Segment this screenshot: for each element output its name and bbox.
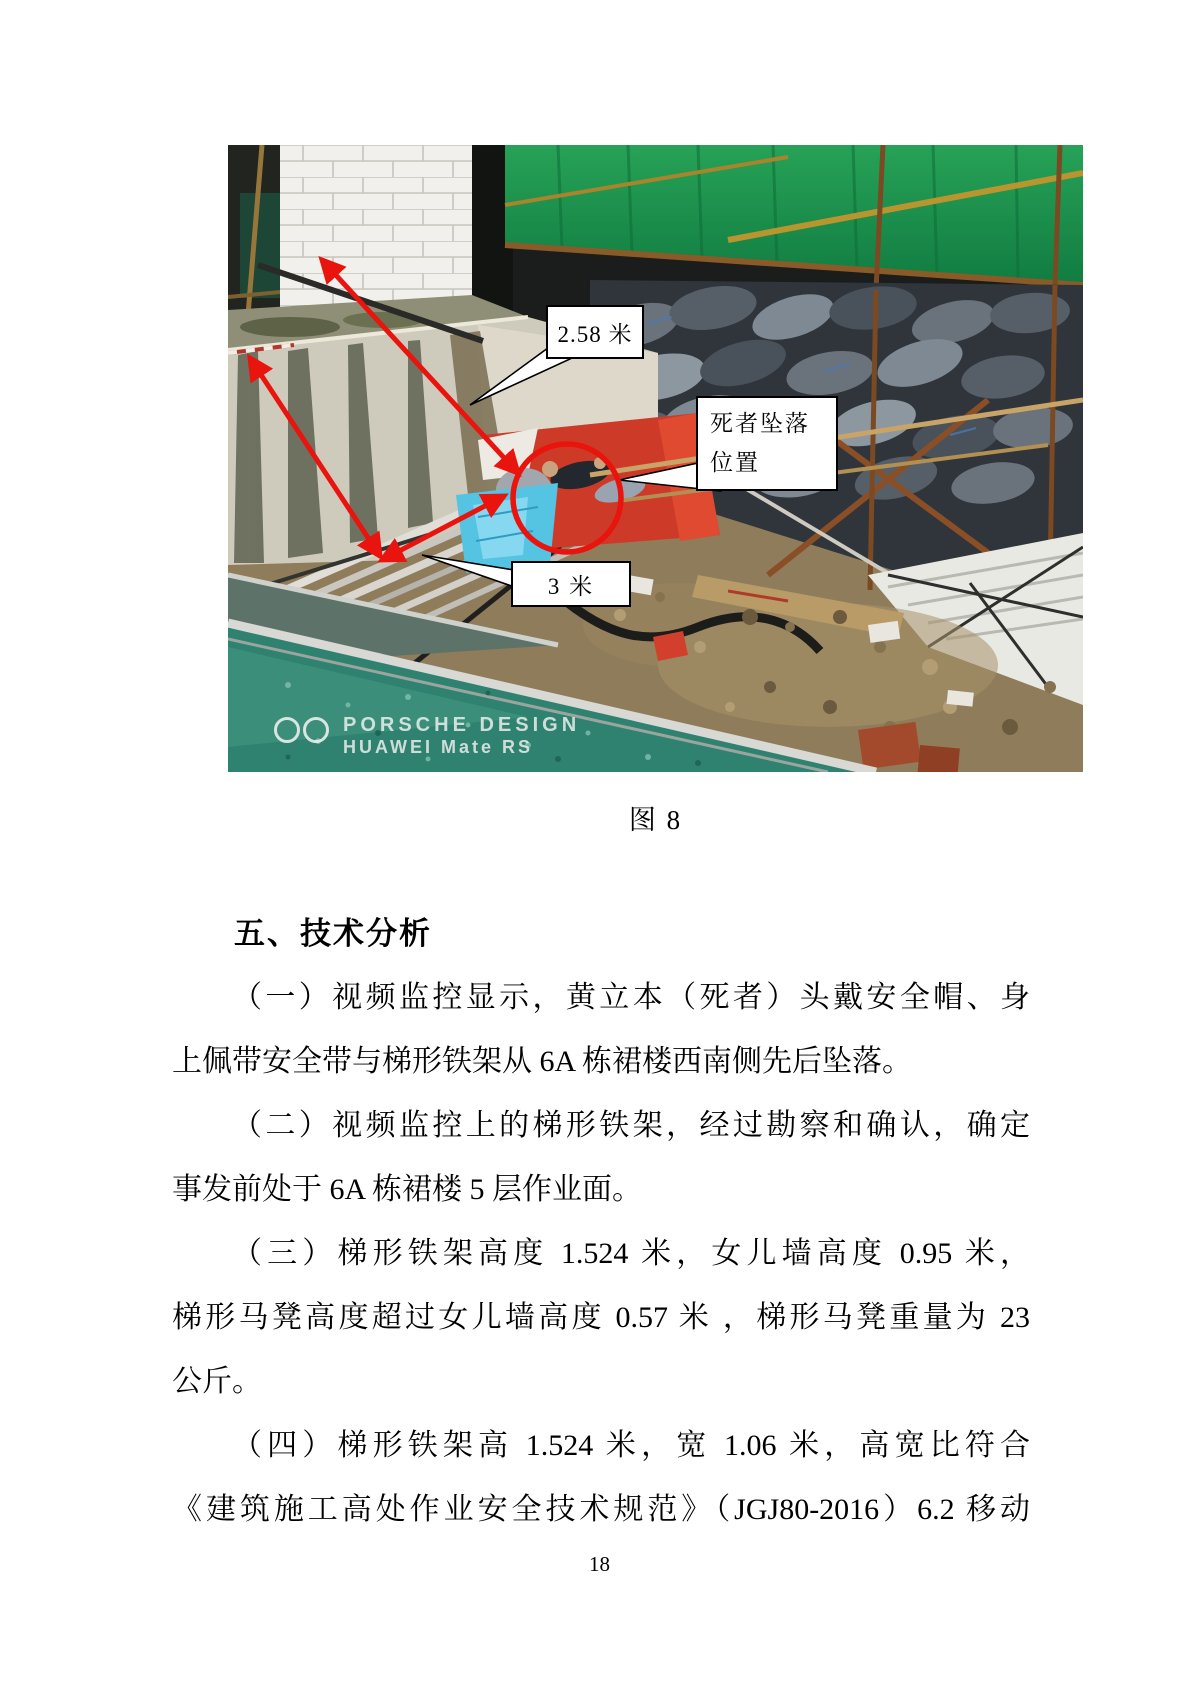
section-heading: 五、技术分析	[234, 916, 432, 951]
porsche-design-logo-icon	[274, 717, 329, 743]
accident-photo-figure	[228, 145, 1083, 837]
watermark-device-text: HUAWEI Mate RS	[343, 737, 534, 757]
document-body	[172, 902, 1030, 1542]
measurement-callout-3m: 3 米	[511, 561, 631, 607]
body-line: 《建筑施工高处作业安全技术规范》（JGJ80-2016）6.2 移动	[172, 1493, 1030, 1526]
page-number: 18	[589, 1552, 610, 1576]
fall-location-callout: 死者坠落位置	[696, 396, 838, 491]
measurement-callout-2-58m: 2.58 米	[546, 305, 644, 359]
accident-scene-graphic	[228, 145, 1083, 772]
camera-watermark	[274, 715, 580, 757]
body-line: 上佩带安全带与梯形铁架从 6A 栋裙楼西南侧先后坠落。	[172, 1045, 913, 1078]
body-line: （一）视频监控显示，黄立本（死者）头戴安全帽、身	[232, 981, 1030, 1014]
watermark-brand-text: PORSCHE DESIGN	[343, 714, 581, 736]
body-line: （四）梯形铁架高 1.524 米，宽 1.06 米，高宽比符合	[232, 1429, 1030, 1462]
body-line: 梯形马凳高度超过女儿墙高度 0.57 米 ，梯形马凳重量为 23	[172, 1301, 1030, 1334]
figure-caption: 图 8	[628, 805, 683, 835]
body-line: （二）视频监控上的梯形铁架，经过勘察和确认，确定	[232, 1109, 1030, 1142]
accident-scene-photo	[228, 145, 1083, 772]
body-line: 事发前处于 6A 栋裙楼 5 层作业面。	[172, 1173, 643, 1206]
body-line: 公斤。	[172, 1365, 262, 1398]
body-line: （三）梯形铁架高度 1.524 米，女儿墙高度 0.95 米，	[232, 1237, 1030, 1270]
